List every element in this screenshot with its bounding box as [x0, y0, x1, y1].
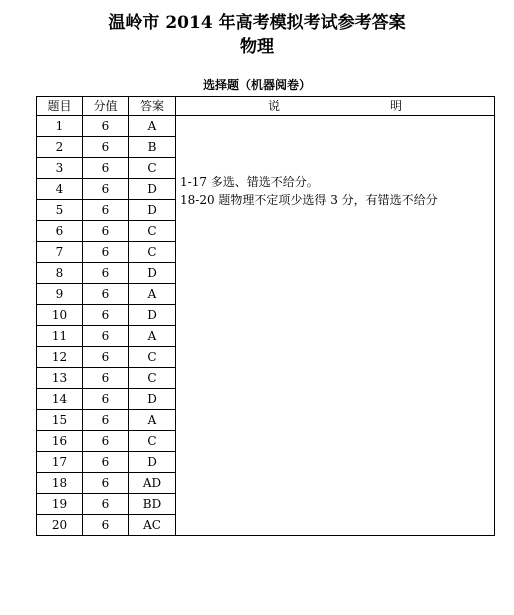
cell-score: 6: [83, 515, 129, 536]
cell-answer: BD: [129, 494, 176, 515]
cell-answer: C: [129, 158, 176, 179]
cell-score: 6: [83, 242, 129, 263]
cell-no: 1: [37, 116, 83, 137]
cell-no: 13: [37, 368, 83, 389]
cell-answer: D: [129, 305, 176, 326]
cell-score: 6: [83, 326, 129, 347]
cell-no: 5: [37, 200, 83, 221]
cell-score: 6: [83, 158, 129, 179]
cell-score: 6: [83, 263, 129, 284]
cell-no: 10: [37, 305, 83, 326]
cell-answer: D: [129, 263, 176, 284]
cell-answer: D: [129, 389, 176, 410]
cell-score: 6: [83, 347, 129, 368]
note-line: 18-20 题物理不定项少选得 3 分，有错选不给分: [180, 193, 438, 207]
header-answer: 答案: [129, 97, 176, 116]
cell-no: 19: [37, 494, 83, 515]
header-description: [176, 97, 495, 116]
cell-score: 6: [83, 221, 129, 242]
cell-no: 8: [37, 263, 83, 284]
cell-answer: D: [129, 179, 176, 200]
cell-no: 7: [37, 242, 83, 263]
cell-no: 9: [37, 284, 83, 305]
cell-score: 6: [83, 473, 129, 494]
cell-no: 4: [37, 179, 83, 200]
cell-answer: AC: [129, 515, 176, 536]
answer-table: [36, 96, 495, 536]
cell-score: 6: [83, 305, 129, 326]
cell-answer: A: [129, 116, 176, 137]
cell-score: 6: [83, 389, 129, 410]
header-score: 分值: [83, 97, 129, 116]
cell-score: 6: [83, 410, 129, 431]
cell-score: 6: [83, 179, 129, 200]
table-header-row: [37, 97, 495, 116]
cell-score: 6: [83, 284, 129, 305]
cell-score: 6: [83, 137, 129, 158]
note-line: 1-17 多选、错选不给分。: [180, 175, 319, 189]
cell-answer: C: [129, 431, 176, 452]
cell-answer: A: [129, 284, 176, 305]
section-title: 选择题（机器阅卷）: [202, 78, 311, 92]
cell-score: 6: [83, 116, 129, 137]
header-desc-left: 说: [267, 99, 280, 113]
cell-no: 16: [37, 431, 83, 452]
cell-answer: A: [129, 410, 176, 431]
table-row: [37, 116, 495, 137]
cell-no: 2: [37, 137, 83, 158]
cell-answer: AD: [129, 473, 176, 494]
notes-block: [180, 173, 490, 209]
cell-no: 17: [37, 452, 83, 473]
cell-score: 6: [83, 200, 129, 221]
cell-answer: C: [129, 368, 176, 389]
header-desc-right: 明: [390, 99, 403, 113]
cell-answer: D: [129, 452, 176, 473]
cell-answer: A: [129, 326, 176, 347]
cell-score: 6: [83, 368, 129, 389]
cell-no: 14: [37, 389, 83, 410]
cell-score: 6: [83, 494, 129, 515]
cell-answer: C: [129, 347, 176, 368]
cell-answer: B: [129, 137, 176, 158]
table-body: [37, 116, 495, 536]
cell-score: 6: [83, 431, 129, 452]
cell-no: 6: [37, 221, 83, 242]
cell-answer: C: [129, 221, 176, 242]
cell-no: 18: [37, 473, 83, 494]
cell-no: 11: [37, 326, 83, 347]
document-title: 温岭市 2014 年高考模拟考试参考答案: [108, 13, 406, 33]
cell-no: 3: [37, 158, 83, 179]
cell-score: 6: [83, 452, 129, 473]
cell-no: 20: [37, 515, 83, 536]
document-subject: 物理: [240, 37, 274, 57]
cell-no: 15: [37, 410, 83, 431]
cell-answer: C: [129, 242, 176, 263]
header-number: 题目: [37, 97, 83, 116]
notes-cell: [176, 116, 495, 536]
cell-answer: D: [129, 200, 176, 221]
cell-no: 12: [37, 347, 83, 368]
